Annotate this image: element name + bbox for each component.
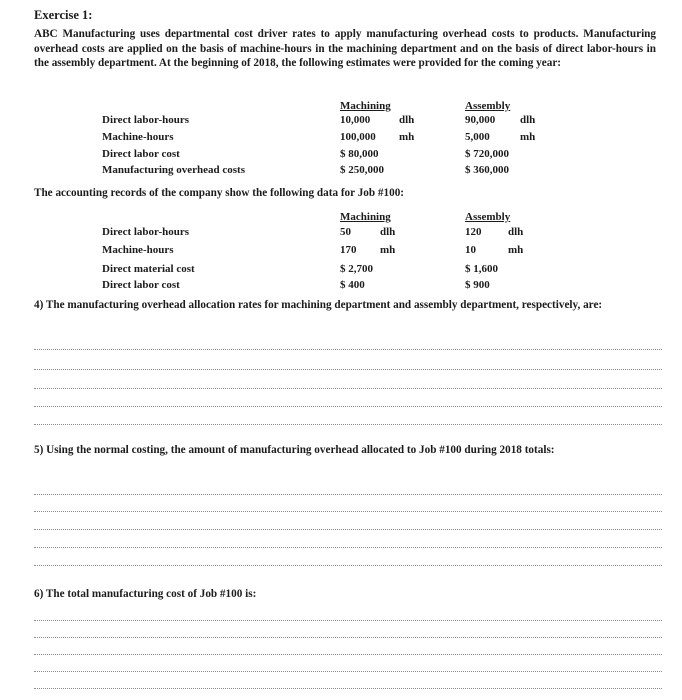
- estimates-row: [0, 114, 682, 128]
- answer-line: [34, 654, 662, 655]
- row-label: Direct labor cost: [102, 279, 180, 291]
- machining-value: 100,000: [340, 131, 376, 143]
- assembly-unit: dlh: [508, 226, 524, 238]
- machining-value: 50: [340, 226, 351, 238]
- answer-line: [34, 406, 662, 407]
- machining-value: 10,000: [340, 114, 371, 126]
- machining-unit: dlh: [399, 114, 415, 126]
- row-label: Machine-hours: [102, 244, 174, 256]
- answer-line: [34, 637, 662, 638]
- machining-value: $ 400: [340, 279, 365, 291]
- assembly-value: $ 1,600: [465, 263, 498, 275]
- assembly-unit: mh: [520, 131, 536, 143]
- assembly-value: 90,000: [465, 114, 496, 126]
- estimates-col-machining: Machining: [340, 100, 391, 112]
- job-row: [0, 226, 682, 240]
- assembly-value: $ 720,000: [465, 148, 509, 160]
- job-row: [0, 263, 682, 277]
- machining-unit: mh: [399, 131, 415, 143]
- answer-line: [34, 688, 662, 689]
- assembly-unit: dlh: [520, 114, 536, 126]
- assembly-value: $ 360,000: [465, 164, 509, 176]
- estimates-col-assembly: Assembly: [465, 100, 511, 112]
- answer-line: [34, 388, 662, 389]
- assembly-value: $ 900: [465, 279, 490, 291]
- question-6: 6) The total manufacturing cost of Job #100 is:: [34, 588, 257, 600]
- row-label: Machine-hours: [102, 131, 174, 143]
- job-row: [0, 244, 682, 258]
- row-label: Direct material cost: [102, 263, 195, 275]
- answer-line: [34, 671, 662, 672]
- assembly-value: 120: [465, 226, 482, 238]
- machining-value: 170: [340, 244, 357, 256]
- answer-line: [34, 529, 662, 530]
- exercise-title: Exercise 1:: [34, 8, 93, 22]
- job-intro: The accounting records of the company show the following data for Job #100:: [34, 187, 405, 199]
- row-label: Manufacturing overhead costs: [102, 164, 245, 176]
- job-row: [0, 279, 682, 293]
- machining-unit: mh: [380, 244, 396, 256]
- row-label: Direct labor-hours: [102, 226, 190, 238]
- answer-line: [34, 369, 662, 370]
- machining-value: $ 80,000: [340, 148, 379, 160]
- estimates-row: [0, 164, 682, 178]
- answer-line: [34, 547, 662, 548]
- assembly-unit: mh: [508, 244, 524, 256]
- question-4: 4) The manufacturing overhead allocation rates for machining department and assembly department, respectively, are:: [34, 299, 603, 311]
- machining-unit: dlh: [380, 226, 396, 238]
- exercise-intro: ABC Manufacturing uses departmental cost driver rates to apply manufacturing overhead costs to products. Manufacturing overhead costs are applied on the basis of machine-hours in the machining department and on the basis of direct labor-hours in the assembly department. At the beginning of 2018, the following estimates were provided for the coming year:: [34, 28, 656, 70]
- job-col-machining: Machining: [340, 211, 391, 223]
- question-5: 5) Using the normal costing, the amount of manufacturing overhead allocated to Job #100 during 2018 totals:: [34, 444, 555, 456]
- machining-value: $ 2,700: [340, 263, 373, 275]
- answer-line: [34, 511, 662, 512]
- estimates-header-row: [0, 100, 682, 114]
- row-label: Direct labor-hours: [102, 114, 190, 126]
- answer-line: [34, 494, 662, 495]
- answer-line: [34, 349, 662, 350]
- assembly-value: 5,000: [465, 131, 490, 143]
- machining-value: $ 250,000: [340, 164, 384, 176]
- estimates-row: [0, 131, 682, 145]
- estimates-row: [0, 148, 682, 162]
- answer-line: [34, 620, 662, 621]
- assembly-value: 10: [465, 244, 476, 256]
- job-col-assembly: Assembly: [465, 211, 511, 223]
- row-label: Direct labor cost: [102, 148, 180, 160]
- answer-line: [34, 424, 662, 425]
- answer-line: [34, 565, 662, 566]
- job-header-row: [0, 211, 682, 225]
